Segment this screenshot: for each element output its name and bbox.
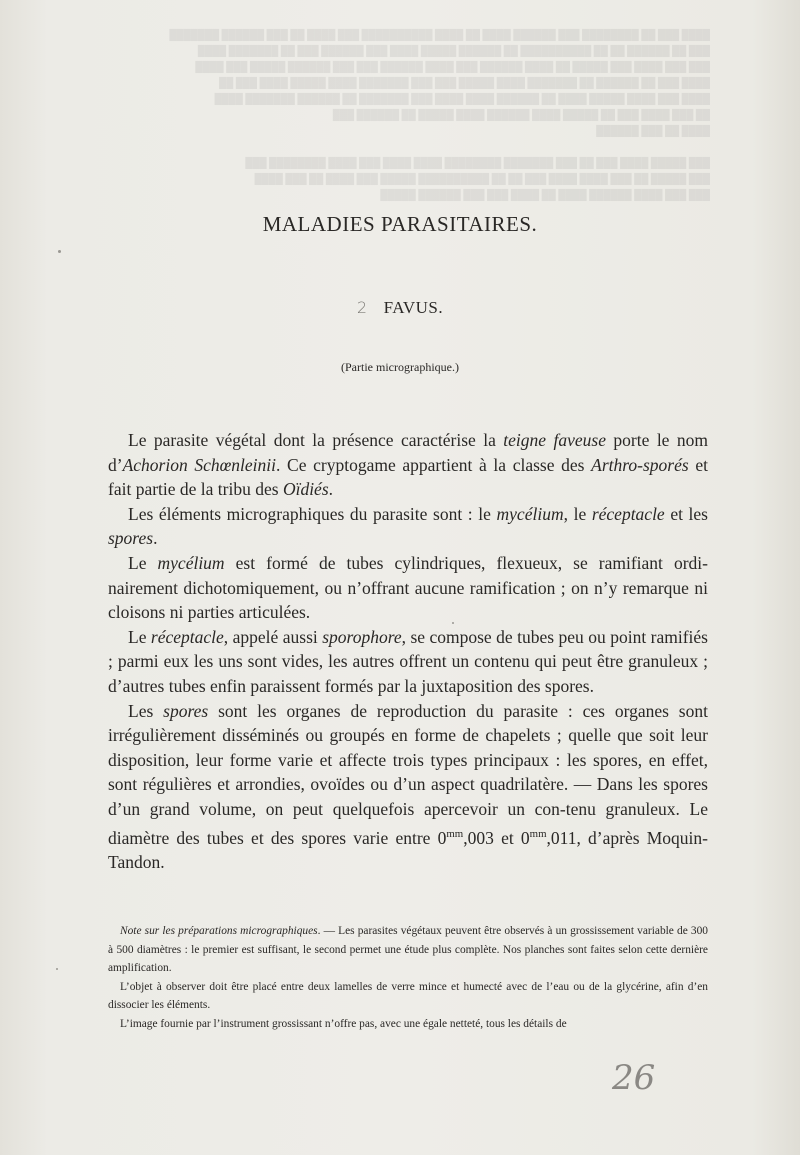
superscript-run: mm [446, 827, 464, 840]
handwritten-section-number: 2 [356, 298, 368, 317]
note-paragraph [108, 922, 708, 978]
text-run: Les [128, 700, 164, 721]
italic-run: Arthro-sporés [591, 454, 689, 475]
superscript-run: mm [529, 827, 547, 840]
handwritten-page-number: 26 [612, 1058, 656, 1098]
body-paragraph [108, 551, 708, 625]
text-run: Le parasite végétal dont la présence caractérise la [128, 430, 504, 450]
text-run: L’objet à observer doit être placé entre deux lamelles de verre mince et humecté avec de l’eau ou de la glycérine, afin d’en dissocier les éléments. [108, 980, 708, 1011]
italic-run: réceptacle [591, 503, 665, 524]
text-run: . Ce cryptogame appartient à la classe des [276, 454, 592, 475]
body-text [108, 428, 708, 875]
section-caption: (Partie micrographique.) [341, 360, 459, 374]
text-run: Les éléments micrographiques du parasite sont : le [128, 503, 497, 524]
italic-run: Oïdiés [282, 479, 329, 500]
text-run: ,003 et 0 [463, 827, 530, 848]
text-run: L’image fournie par l’instrument grossissant n’offre pas, avec une égale netteté, tous les détails de [120, 1017, 567, 1030]
italic-run: mycélium [496, 503, 564, 524]
text-run: . [153, 528, 158, 549]
note-paragraph [108, 1015, 708, 1034]
text-run: porte le nom d’ [108, 430, 709, 475]
footnote-text [108, 922, 708, 1033]
italic-run: sporophore [322, 626, 402, 647]
italic-run: mycélium [157, 552, 225, 573]
text-run: . [328, 479, 334, 500]
text-run: et fait partie de la tribu des [108, 454, 708, 500]
text-run: . — Les parasites végétaux peuvent être observés à un grossissement variable de 300 à 500 diamètres : le premier est suffisant, le second permet une étude plus complète. Nos planches sont faites selon cette dernière amplification. [108, 925, 708, 974]
paper-speck [56, 968, 58, 970]
body-paragraph [108, 502, 708, 551]
italic-run: spores [163, 700, 209, 721]
section-title: FAVUS. [383, 298, 444, 317]
text-run: Le [128, 552, 158, 573]
body-paragraph [108, 428, 708, 502]
italic-run: Note sur les préparations micrographiques [120, 925, 318, 937]
bleed-through-text: ████ ███ ██ ████████ ███ ██████ ████ ██ ████ ██████████ ███ ████ ██ ███ ██████ ███████ ███ ██ ██████ ██ ██ ██████████ ██ ██████ █████ ████ ███ ██████ ███ ██ ███████ ████ ███ ███ ████ ███ █████ ██ ████ ██████ ███ ████ ██████ ███ ███ ██████ █████ ███ ████ ████ ███ ██ ██████ ██ ███████ ████ █████ ███ ███ ███████ ████ █████ ████ ███ ██ ████ ███ ████ █████ ████ ██ ██████ ████ ████ ███ ███████ ██ ██████ ███████ ████ ██ ███ ████ ███ ██ █████ ████ ██████ ████ █████ ██ ██████ ███ ████ ██ ███ ██████ ███ █████ ████ ███ ██ ███ ███████ ████████ ████ ████ ███ ████ ████████ ███ ███ █████ ██ ███ ████ ████ ███ ██ ██ ██████████ █████ ███ ████ ██ ███ ████ ███ ███ ████ ██████ ████ ██ ████ ███ ███ ██████ █████ [169, 30, 710, 201]
text-run: ,011, d’après Moquin-Tandon. [108, 827, 708, 872]
text-run: Le [128, 626, 151, 647]
text-run: et les [664, 503, 708, 524]
note-paragraph [108, 978, 708, 1015]
body-paragraph [108, 625, 708, 699]
body-paragraph [108, 699, 708, 875]
text-run: sont les organes de reproduction du parasite : ces organes sont irrégulièrement disséminés ou groupés en forme de chapelets ; quelle que soit leur disposition, leur forme varie et affecte trois types principaux : les spores, en effet, sont régulières et arrondies, ovoïdes ou d’un aspect quadrilatère. — Dans les spores d’un grand volume, on peut quelquefois apercevoir un con-tenu granuleux. Le diamètre des tubes et des spores varie entre 0 [108, 700, 708, 848]
italic-run: réceptacle [150, 626, 224, 647]
italic-run: spores [108, 528, 154, 549]
paper-speck [58, 250, 61, 253]
italic-run: Achorion Schœnleinii [122, 454, 277, 475]
italic-run: teigne faveuse [503, 430, 606, 450]
section-heading [0, 298, 800, 318]
paper-speck [452, 622, 454, 624]
text-run: , appelé aussi [223, 626, 323, 647]
page-title: MALADIES PARASITAIRES. [262, 212, 538, 236]
text-run: , le [563, 503, 592, 524]
text-run: est formé de tubes cylindriques, flexueux, se ramifiant ordi-nairement dichotomiquement, ou n’offrant aucune ramification ; on n’y remarque ni cloisons ni parties articulées. [108, 552, 708, 623]
text-run: , se compose de tubes peu ou point ramifiés ; parmi eux les uns sont vides, les autres offrent un contenu qui peut être granuleux ; d’autres tubes enfin paraissent formés par la juxtaposition des spores. [108, 626, 708, 696]
